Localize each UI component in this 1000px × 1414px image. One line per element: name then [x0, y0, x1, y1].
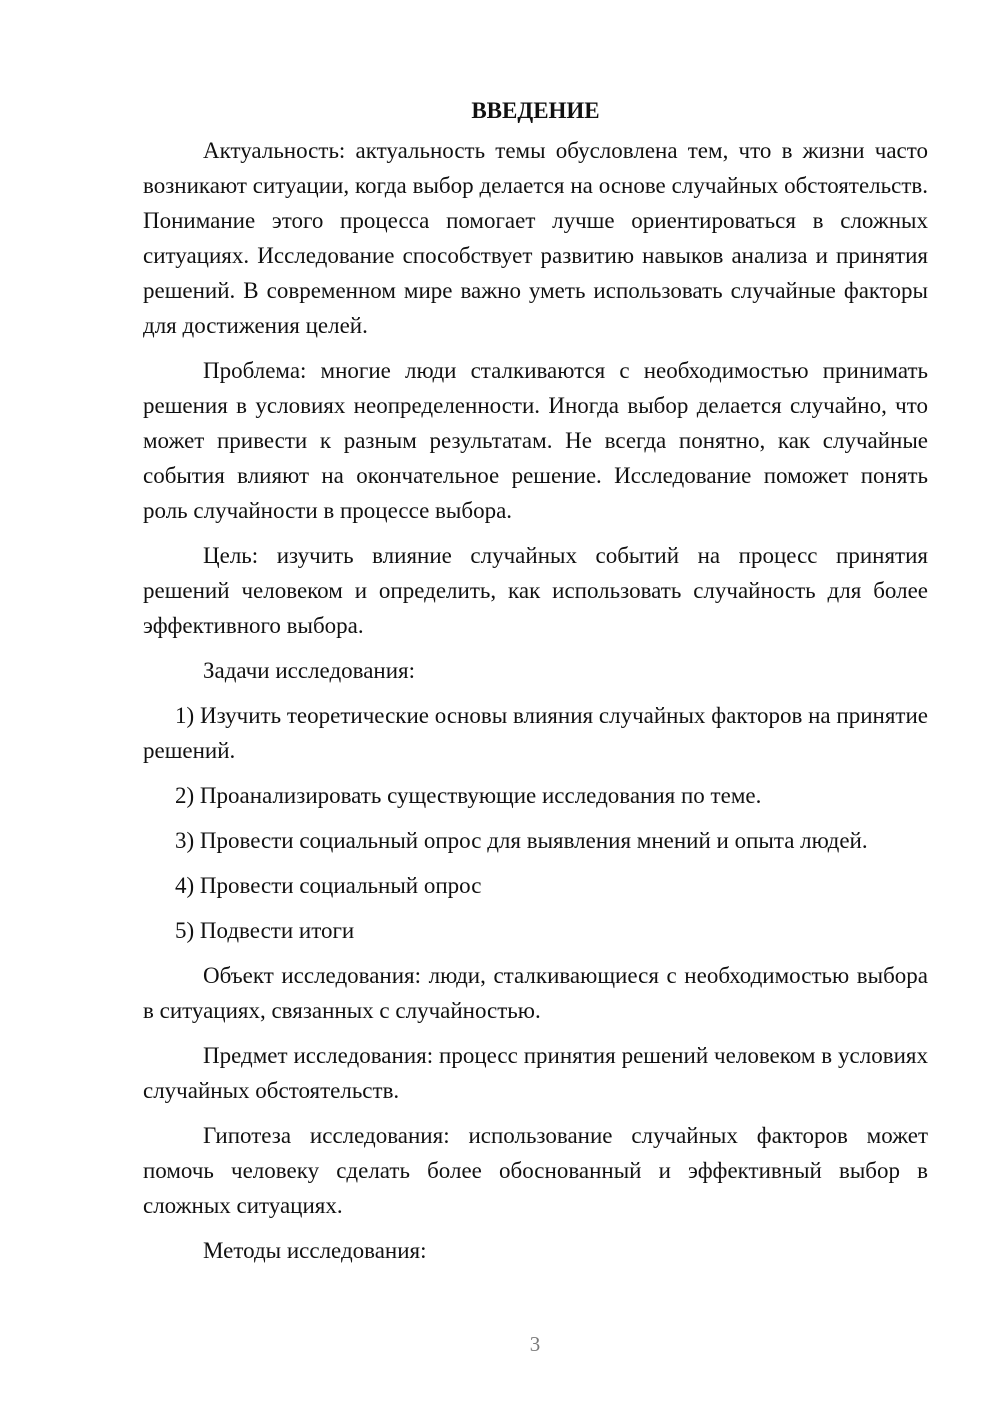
task-item-3: 3) Провести социальный опрос для выявления мнений и опыта людей.: [175, 828, 868, 853]
task-item-1: 1) Изучить теоретические основы влияния случайных факторов на принятие решений.: [143, 703, 928, 763]
object-paragraph: Объект исследования: люди, сталкивающиеся с необходимостью выбора в ситуациях, связанных с случайностью.: [143, 963, 928, 1023]
problem-paragraph: Проблема: многие люди сталкиваются с необходимостью принимать решения в условиях неопределенности. Иногда выбор делается случайно, что может привести к разным результатам. Не всегда понятно, как случайные события влияют на окончательное решение. Исследование поможет понять роль случайности в процессе выбора.: [143, 358, 928, 523]
relevance-paragraph: Актуальность: актуальность темы обусловлена тем, что в жизни часто возникают ситуации, когда выбор делается на основе случайных обстоятельств. Понимание этого процесса помогает лучше ориентироваться в сложных ситуациях. Исследование способствует развитию навыков анализа и принятия решений. В современном мире важно уметь использовать случайные факторы для достижения целей.: [143, 138, 928, 338]
task-item-4: 4) Провести социальный опрос: [175, 873, 482, 898]
goal-paragraph: Цель: изучить влияние случайных событий на процесс принятия решений человеком и определить, как использовать случайность для более эффективного выбора.: [143, 543, 928, 638]
document-page: [143, 93, 928, 1278]
task-item-2: 2) Проанализировать существующие исследования по теме.: [175, 783, 762, 808]
hypothesis-paragraph: Гипотеза исследования: использование случайных факторов может помочь человеку сделать более обоснованный и эффективный выбор в сложных ситуациях.: [143, 1123, 928, 1218]
tasks-heading: Задачи исследования:: [203, 658, 416, 683]
task-item-5: 5) Подвести итоги: [175, 918, 355, 943]
subject-paragraph: Предмет исследования: процесс принятия решений человеком в условиях случайных обстоятельств.: [143, 1043, 928, 1103]
methods-heading: Методы исследования:: [203, 1238, 427, 1263]
page-number: 3: [529, 1332, 541, 1356]
page-title: ВВЕДЕНИЕ: [471, 98, 600, 123]
